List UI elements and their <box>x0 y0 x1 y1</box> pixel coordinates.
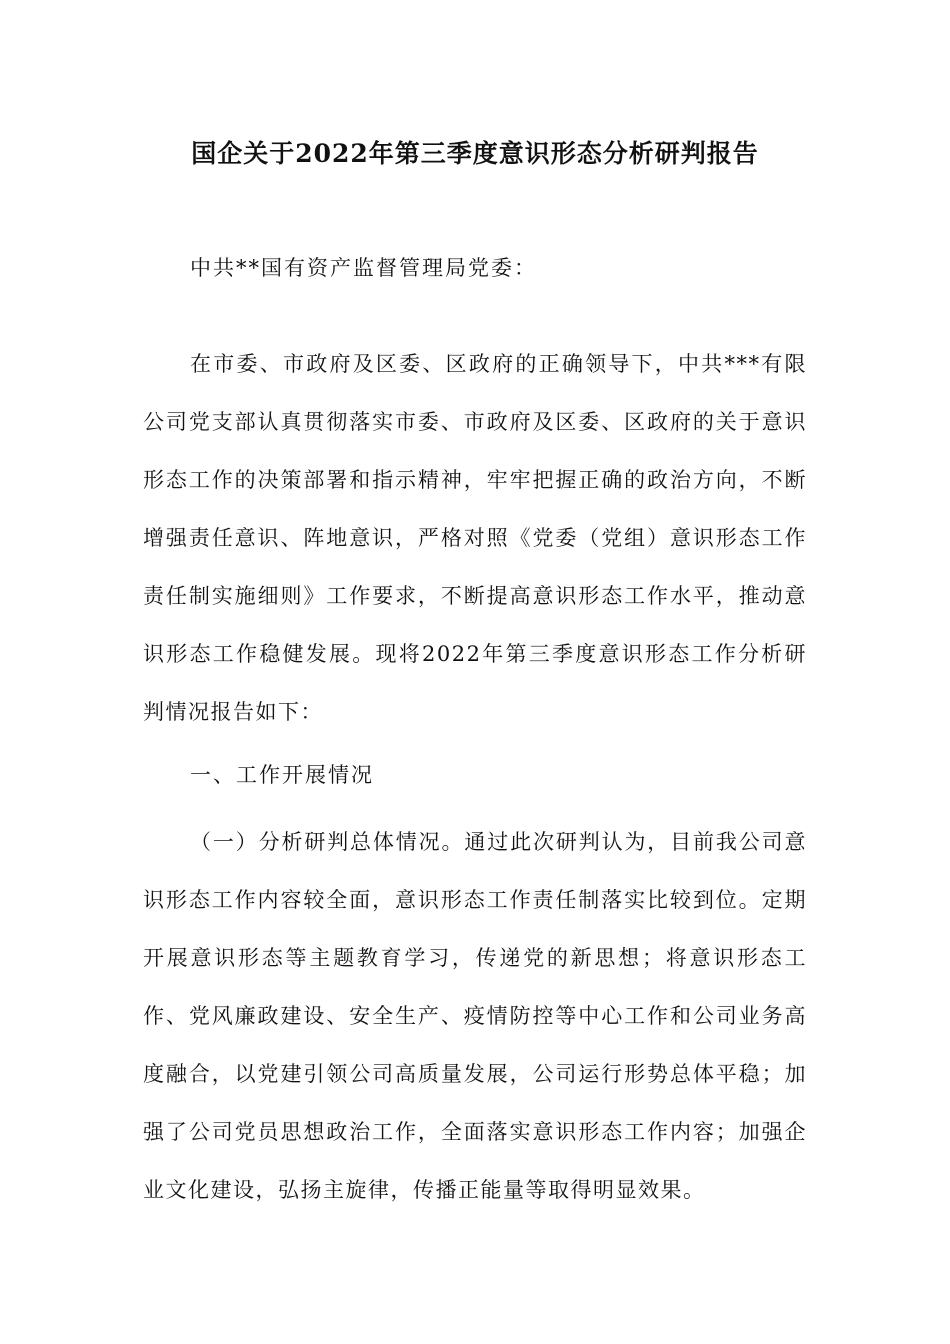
intro-paragraph: 在市委、市政府及区委、区政府的正确领导下，中共***有限公司党支部认真贯彻落实市委、市政府及区委、区政府的关于意识形态工作的决策部署和指示精神，牢牢把握正确的政治方向，不断增强责任意识、阵地意识，严格对照《党委（党组）意识形态工作责任制实施细则》工作要求，不断提高意识形态工作水平，推动意识形态工作稳健发展。现将2022年第三季度意识形态工作分析研判情况报告如下： <box>143 352 807 724</box>
document-title: 国企关于2022年第三季度意识形态分析研判报告 <box>191 139 759 168</box>
salutation: 中共**国有资产监督管理局党委： <box>190 256 537 280</box>
analysis-paragraph: （一）分析研判总体情况。通过此次研判认为，目前我公司意识形态工作内容较全面，意识形态工作责任制落实比较到位。定期开展意识形态等主题教育学习，传递党的新思想；将意识形态工作、党风廉政建设、安全生产、疫情防控等中心工作和公司业务高度融合，以党建引领公司高质量发展，公司运行形势总体平稳；加强了公司党员思想政治工作，全面落实意识形态工作内容；加强企业文化建设，弘扬主旋律，传播正能量等取得明显效果。 <box>143 830 807 1202</box>
section-heading: 一、工作开展情况 <box>190 763 374 787</box>
